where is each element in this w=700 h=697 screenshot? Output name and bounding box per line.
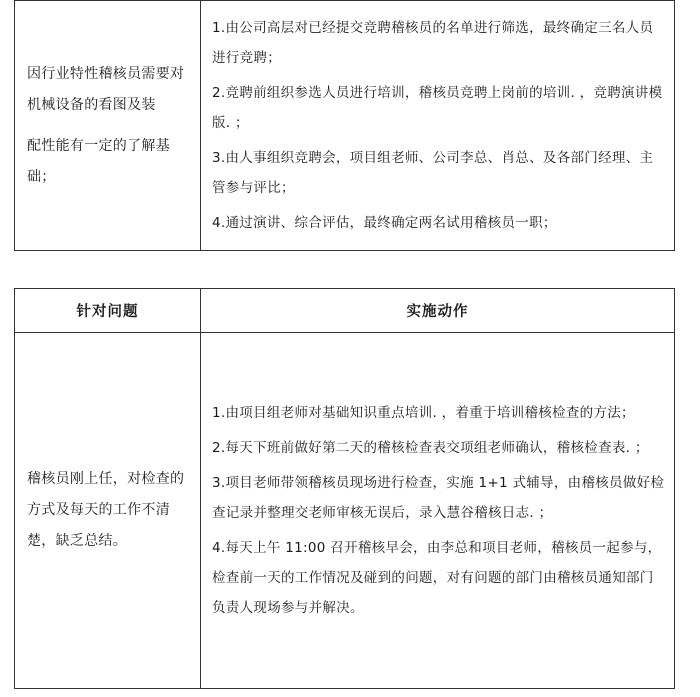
action-cell xyxy=(201,1,675,251)
action-item: 4.每天上午 11:00 召开稽核早会，由李总和项目老师，稽核员一起参与，检查前一天的工作情况及碰到的问题，对有问题的部门由稽核员通知部门负责人现场参与并解决。 xyxy=(212,540,662,616)
action-cell xyxy=(201,333,675,689)
problem-cell xyxy=(15,1,201,251)
table-row xyxy=(15,333,675,689)
action-item: 1.由公司高层对已经提交竞聘稽核员的名单进行筛选，最终确定三名人员进行竞聘； xyxy=(212,20,654,66)
action-item: 3.由人事组织竞聘会，项目组老师、公司李总、肖总、及各部门经理、主管参与评比； xyxy=(212,150,654,196)
training-table xyxy=(14,288,675,689)
table-header-row xyxy=(15,289,675,333)
problem-text: 配性能有一定的了解基础； xyxy=(27,137,170,185)
action-item: 4.通过演讲、综合评估，最终确定两名试用稽核员一职； xyxy=(212,215,557,231)
column-header-action: 实施动作 xyxy=(201,289,675,333)
action-item: 2.竞聘前组织参选人员进行培训，稽核员竞聘上岗前的培训. ，竞聘演讲模版. ； xyxy=(212,85,663,131)
problem-cell xyxy=(15,333,201,689)
column-header-problem: 针对问题 xyxy=(15,289,201,333)
action-item: 2.每天下班前做好第二天的稽核检查表交项组老师确认，稽核检查表. ； xyxy=(212,440,649,456)
problem-text: 稽核员刚上任，对检查的方式及每天的工作不清楚，缺乏总结。 xyxy=(27,471,185,549)
table-row xyxy=(15,1,675,251)
problem-text: 因行业特性稽核员需要对机械设备的看图及装 xyxy=(27,65,185,113)
selection-table xyxy=(14,0,675,251)
action-item: 3.项目老师带领稽核员现场进行检查，实施 1+1 式辅导，由稽核员做好检查记录并整理交老师审核无误后，录入慧谷稽核日志. ； xyxy=(212,475,665,521)
action-item: 1.由项目组老师对基础知识重点培训. ，着重于培训稽核检查的方法； xyxy=(212,405,635,421)
